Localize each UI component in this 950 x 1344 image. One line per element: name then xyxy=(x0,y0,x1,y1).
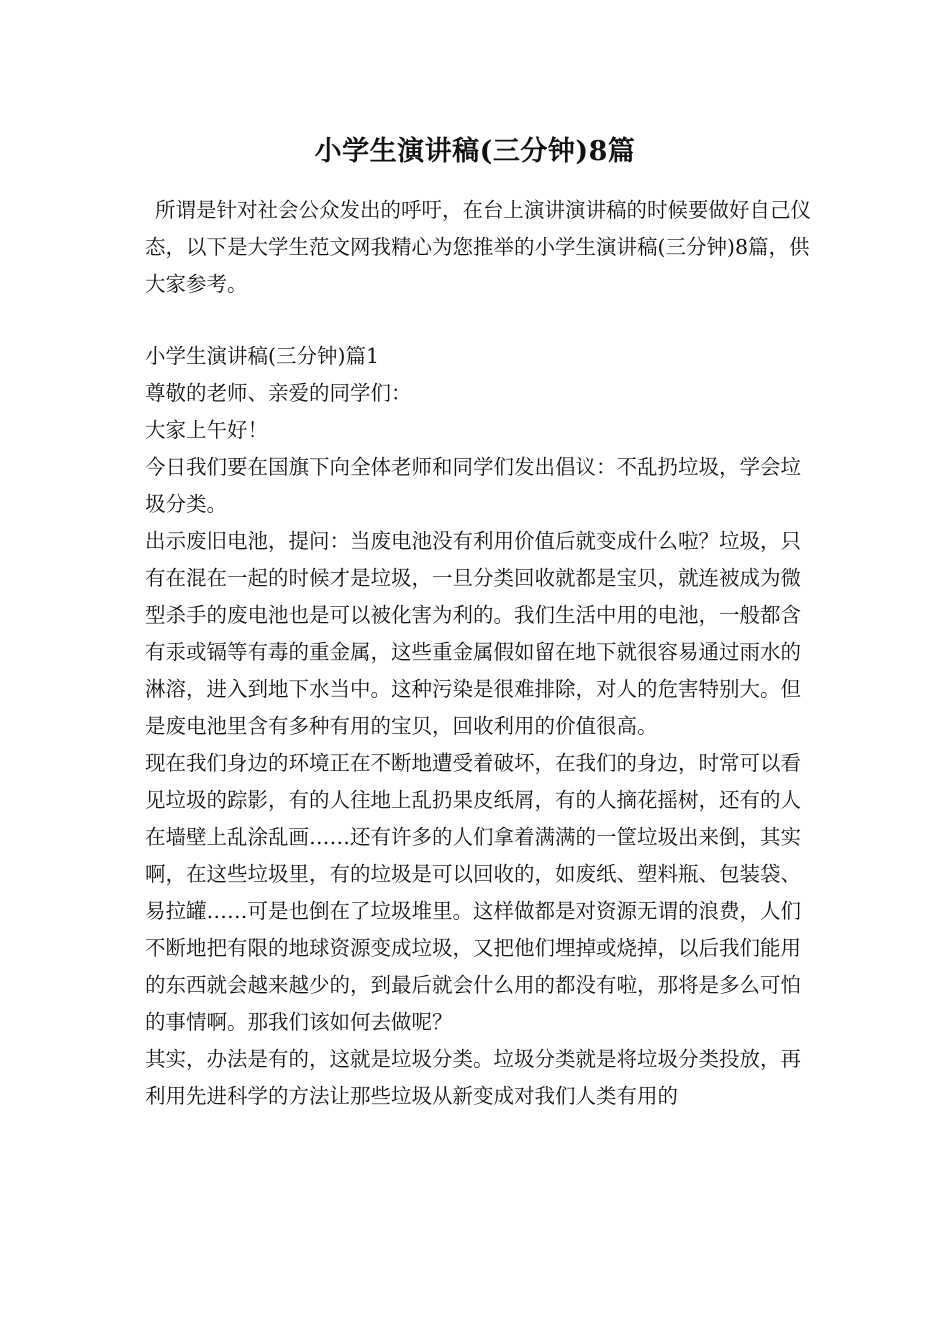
section-heading: 小学生演讲稿(三分钟)篇1 xyxy=(145,344,380,368)
paragraph-battery: 出示废旧电池，提问：当废电池没有利用价值后就变成什么啦？垃圾，只有在混在一起的时候才是垃圾，一旦分类回收就都是宝贝，就连被成为微型杀手的废电池也是可以被化害为利的。我们生活中用的电池，一般都含有汞或镉等有毒的重金属，这些重金属假如留在地下就很容易通过雨水的淋溶，进入到地下水当中。这种污染是很难排除，对人的危害特别大。但是废电池里含有多种有用的宝贝，回收利用的价值很高。 xyxy=(145,529,801,738)
paragraph-salutation: 大家上午好！ xyxy=(145,418,268,442)
paragraph-proposal: 今日我们要在国旗下向全体老师和同学们发出倡议：不乱扔垃圾，学会垃圾分类。 xyxy=(145,455,801,516)
document-body xyxy=(145,338,815,1115)
document-title: 小学生演讲稿(三分钟)8篇 xyxy=(314,136,636,167)
paragraph-greeting: 尊敬的老师、亲爱的同学们： xyxy=(145,381,412,405)
intro-paragraph: 所谓是针对社会公众发出的呼吁，在台上演讲演讲稿的时候要做好自己仪态，以下是大学生范文网我精心为您推举的小学生演讲稿(三分钟)8篇，供大家参考。 xyxy=(145,198,811,296)
paragraph-environment: 现在我们身边的环境正在不断地遭受着破坏，在我们的身边，时常可以看见垃圾的踪影，有的人往地上乱扔果皮纸屑，有的人摘花摇树，还有的人在墙壁上乱涂乱画……还有许多的人们拿着满满的一筐垃圾出来倒，其实啊，在这些垃圾里，有的垃圾是可以回收的，如废纸、塑料瓶、包装袋、易拉罐……可是也倒在了垃圾堆里。这样做都是对资源无谓的浪费，人们不断地把有限的地球资源变成垃圾，又把他们埋掉或烧掉，以后我们能用的东西就会越来越少的，到最后就会什么用的都没有啦，那将是多么可怕的事情啊。那我们该如何去做呢？ xyxy=(145,751,801,1034)
paragraph-sorting: 其实，办法是有的，这就是垃圾分类。垃圾分类就是将垃圾分类投放，再利用先进科学的方法让那些垃圾从新变成对我们人类有用的 xyxy=(145,1047,801,1108)
